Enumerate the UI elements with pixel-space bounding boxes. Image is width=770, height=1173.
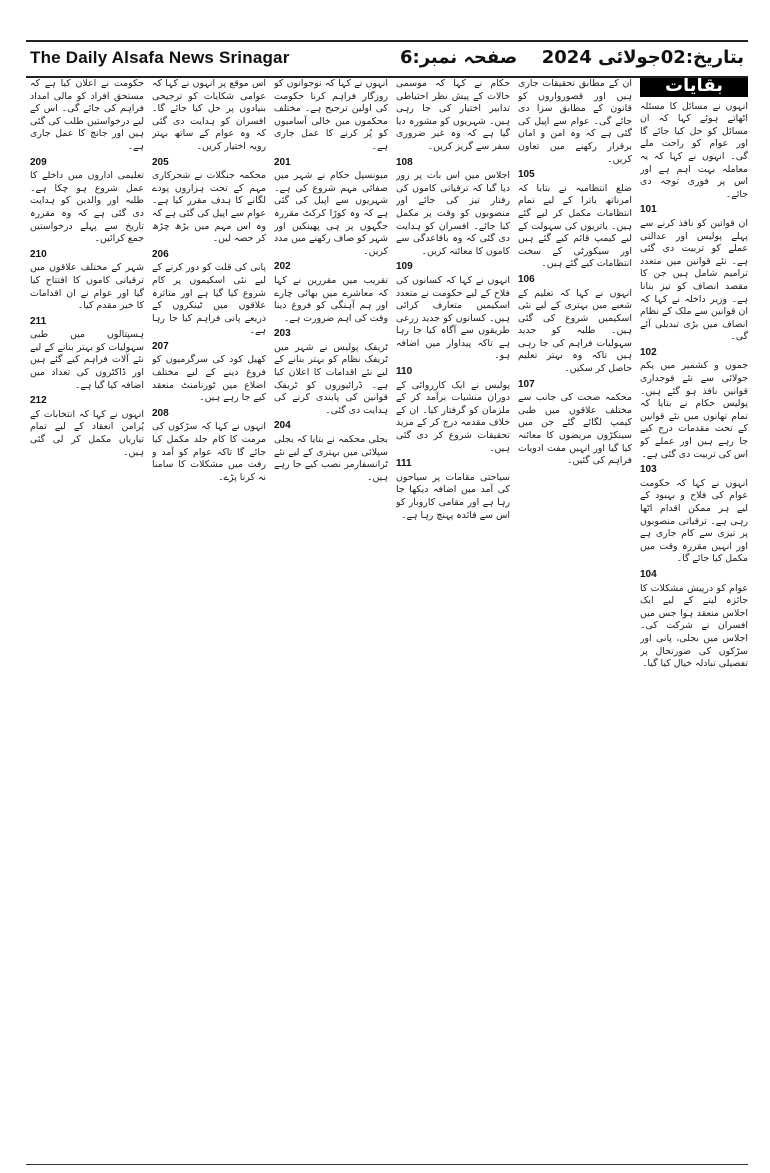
column-1 xyxy=(640,78,748,1160)
article-text: حکومت نے اعلان کیا ہے کہ مستحق افراد کو مالی امداد فراہم کی جائے گی۔ اس کے لیے درخواستیں طلب کی گئی ہیں اور جانچ کا عمل جاری ہے۔ xyxy=(30,78,144,152)
bottom-rule xyxy=(26,1164,748,1165)
column-4 xyxy=(274,78,388,1160)
article-number: 109 xyxy=(396,261,413,273)
issue-date: بتاریخ:02جولائی 2024 xyxy=(541,47,744,68)
article-number: 111 xyxy=(396,458,412,470)
article-text: عوام کو درپیش مشکلات کا جائزہ لینے کے لیے ایک اجلاس منعقد ہوا جس میں افسران نے شرکت کی۔ اجلاس میں بجلی، پانی اور سڑکوں کی صورتحال پر تفصیلی تبادلہ خیال کیا گیا۔ xyxy=(640,582,748,670)
column-2 xyxy=(518,78,632,1160)
article-number: 208 xyxy=(152,407,169,419)
article-text: پولیس نے ایک کارروائی کے دوران منشیات برآمد کر کے ملزمان کو گرفتار کیا۔ ان کے خلاف مقدمہ درج کر کے مزید تحقیقات شروع کر دی گئی ہیں۔ xyxy=(396,379,510,454)
masthead xyxy=(26,40,748,78)
article-number: 209 xyxy=(30,156,47,168)
article-number: 206 xyxy=(152,248,169,260)
article-text: محکمہ جنگلات نے شجرکاری مہم کے تحت ہزاروں پودے لگانے کا ہدف مقرر کیا ہے۔ عوام سے اپیل کی گئی ہے کہ وہ اس مہم میں بڑھ چڑھ کر حصہ لیں۔ xyxy=(152,170,266,245)
article-text: ان قوانین کو نافذ کرنے سے پہلے پولیس اور عدالتی عملے کو تربیت دی گئی ہے۔ نئے قوانین میں متعدد ترامیم شامل ہیں جن کا مقصد انصاف کو تیز بنانا ہے۔ وزیر داخلہ نے کہا کہ ان قوانین سے ملک کے نظام انصاف میں بڑی تبدیلی آئے گی۔ xyxy=(640,217,748,343)
article-text: پانی کی قلت کو دور کرنے کے لیے نئی اسکیموں پر کام شروع کیا گیا ہے اور متاثرہ علاقوں میں ٹینکروں کے ذریعے پانی فراہم کیا جا رہا ہے۔ xyxy=(152,262,266,337)
page-number: صفحہ نمبر:6 xyxy=(400,47,518,68)
article-text: اس موقع پر انہوں نے کہا کہ عوامی شکایات کو ترجیحی بنیادوں پر حل کیا جائے گا۔ افسران کو ہدایت دی گئی کہ وہ عوام کے ساتھ بہتر رویہ اختیار کریں۔ xyxy=(152,78,266,152)
section-banner: بقایات xyxy=(640,78,748,97)
article-text: تقریب میں مقررین نے کہا کہ معاشرے میں بھائی چارے اور ہم آہنگی کو فروغ دینا وقت کی اہم ضرورت ہے۔ xyxy=(274,274,388,324)
column-5 xyxy=(152,78,266,1160)
article-number: 207 xyxy=(152,340,169,352)
article-text: انہوں نے کہا کہ نوجوانوں کو روزگار فراہم کرنا حکومت کی اولین ترجیح ہے۔ مختلف محکموں میں خالی آسامیوں کو پُر کرنے کا عمل جاری ہے۔ xyxy=(274,78,388,152)
article-number: 203 xyxy=(274,328,291,340)
article-text: بجلی محکمہ نے بتایا کہ بجلی سپلائی میں بہتری کے لیے نئے ٹرانسفارمر نصب کیے جا رہے ہیں۔ xyxy=(274,434,388,483)
article-number: 104 xyxy=(640,568,657,580)
column-6 xyxy=(30,78,144,1160)
article-text: انہوں نے کہا کہ حکومت عوام کی فلاح و بہبود کے لیے ہر ممکن اقدام اٹھا رہی ہے۔ ترقیاتی منصوبوں پر تیزی سے کام جاری ہے اور انہیں مقررہ وقت میں مکمل کیا جائے گا۔ xyxy=(640,477,748,565)
column-3 xyxy=(396,78,510,1160)
article-number: 204 xyxy=(274,420,291,432)
article-text: انہوں نے مسائل کا مسئلہ اٹھاتے ہوئے کہا کہ ان مسائل کو حل کیا جائے گا اور عوام کو راحت ملے گی۔ انہوں نے کہا کہ یہ معاملہ بہت اہم ہے اور اس پر فوری توجہ دی جائے۔ xyxy=(640,100,748,200)
article-text: انہوں نے کہا کہ سڑکوں کی مرمت کا کام جلد مکمل کیا جائے گا تاکہ عوام کو آمد و رفت میں مشکلات کا سامنا نہ کرنا پڑے۔ xyxy=(152,421,266,483)
article-number: 202 xyxy=(274,261,291,273)
article-text: تعلیمی اداروں میں داخلے کا عمل شروع ہو چکا ہے۔ طلبہ اور والدین کو ہدایت دی گئی ہے کہ وہ مقررہ تاریخ سے پہلے درخواستیں جمع کرائیں۔ xyxy=(30,170,144,245)
article-text: ان کے مطابق تحقیقات جاری ہیں اور قصورواروں کو قانون کے مطابق سزا دی جائے گی۔ عوام سے اپیل کی گئی ہے کہ وہ امن و امان برقرار رکھنے میں تعاون کریں۔ xyxy=(518,78,632,165)
article-number: 201 xyxy=(274,156,291,168)
article-text: انہوں نے کہا کہ کسانوں کی فلاح کے لیے حکومت نے متعدد اسکیمیں متعارف کرائی ہیں۔ کسانوں کو جدید زرعی طریقوں سے آگاہ کیا جا رہا ہے تاکہ پیداوار میں اضافہ ہو۔ xyxy=(396,274,510,362)
article-number: 101 xyxy=(640,204,657,216)
article-number: 107 xyxy=(518,378,535,390)
article-number: 103 xyxy=(640,464,657,476)
article-text: ٹریفک پولیس نے شہر میں ٹریفک نظام کو بہتر بنانے کے لیے نئے اقدامات کا اعلان کیا ہے۔ ڈرائیوروں کو ٹریفک قوانین کی پابندی کرنے کی ہدایت دی گئی۔ xyxy=(274,341,388,416)
article-text: سیاحتی مقامات پر سیاحوں کی آمد میں اضافہ دیکھا جا رہا ہے اور مقامی کاروبار کو اس سے فائدہ پہنچ رہا ہے۔ xyxy=(396,471,510,521)
article-number: 211 xyxy=(30,315,47,327)
article-text: محکمہ صحت کی جانب سے مختلف علاقوں میں طبی کیمپ لگائے گئے جن میں سینکڑوں مریضوں کا معائنہ کیا گیا اور انہیں مفت ادویات فراہم کی گئیں۔ xyxy=(518,392,632,467)
article-columns xyxy=(26,78,748,1160)
article-text: کھیل کود کی سرگرمیوں کو فروغ دینے کے لیے مختلف اضلاع میں ٹورنامنٹ منعقد کیے جا رہے ہیں۔ xyxy=(152,354,266,404)
article-number: 212 xyxy=(30,395,47,407)
article-text: انہوں نے کہا کہ انتخابات کے پُرامن انعقاد کے لیے تمام تیاریاں مکمل کر لی گئی ہیں۔ xyxy=(30,408,144,458)
article-text: ضلع انتظامیہ نے بتایا کہ امرناتھ یاترا کے لیے تمام انتظامات مکمل کر لیے گئے ہیں۔ یاتریوں کی سہولت کے لیے کیمپ قائم کیے گئے ہیں اور سیکورٹی کے سخت انتظامات کیے گئے ہیں۔ xyxy=(518,182,632,270)
article-text: میونسپل حکام نے شہر میں صفائی مہم شروع کی ہے۔ شہریوں سے اپیل کی گئی ہے کہ وہ کوڑا کرکٹ مقررہ جگہوں پر ہی پھینکیں اور شہر کو صاف رکھنے میں مدد کریں۔ xyxy=(274,170,388,257)
article-text: ہسپتالوں میں طبی سہولیات کو بہتر بنانے کے لیے نئے آلات فراہم کیے گئے ہیں اور ڈاکٹروں کی تعداد میں اضافہ کیا گیا ہے۔ xyxy=(30,329,144,391)
article-number: 210 xyxy=(30,248,47,260)
paper-name: The Daily Alsafa News Srinagar xyxy=(30,48,290,67)
article-number: 106 xyxy=(518,273,535,285)
article-number: 205 xyxy=(152,156,169,168)
article-text: شہر کے مختلف علاقوں میں ترقیاتی کاموں کا افتتاح کیا گیا اور عوام نے ان اقدامات کا خیر مقدم کیا۔ xyxy=(30,262,144,312)
article-text: جموں و کشمیر میں یکم جولائی سے نئے فوجداری قوانین نافذ ہو گئے ہیں۔ پولیس حکام نے بتایا کہ تمام تھانوں میں نئے قوانین کے تحت مقدمات درج کیے جا رہے ہیں اور عملے کو اس کی تربیت دی گئی ہے۔ xyxy=(640,360,748,460)
article-number: 108 xyxy=(396,156,413,168)
article-number: 105 xyxy=(518,169,535,181)
article-text: حکام نے کہا کہ موسمی حالات کے پیش نظر احتیاطی تدابیر اختیار کی جا رہی ہیں۔ شہریوں کو مشورہ دیا گیا ہے کہ وہ غیر ضروری سفر سے گریز کریں۔ xyxy=(396,78,510,152)
newspaper-page xyxy=(26,14,748,1164)
article-number: 110 xyxy=(396,366,413,378)
article-text: اجلاس میں اس بات پر زور دیا گیا کہ ترقیاتی کاموں کی رفتار تیز کی جائے اور منصوبوں کو وقت پر مکمل کیا جائے۔ افسران کو ہدایت دی گئی کہ وہ باقاعدگی سے کاموں کا معائنہ کریں۔ xyxy=(396,170,510,257)
article-number: 102 xyxy=(640,346,657,358)
article-text: انہوں نے کہا کہ تعلیم کے شعبے میں بہتری کے لیے نئی اسکیمیں شروع کی گئی ہیں۔ طلبہ کو جدید سہولیات فراہم کی جا رہی ہیں تاکہ وہ بہتر تعلیم حاصل کر سکیں۔ xyxy=(518,287,632,375)
